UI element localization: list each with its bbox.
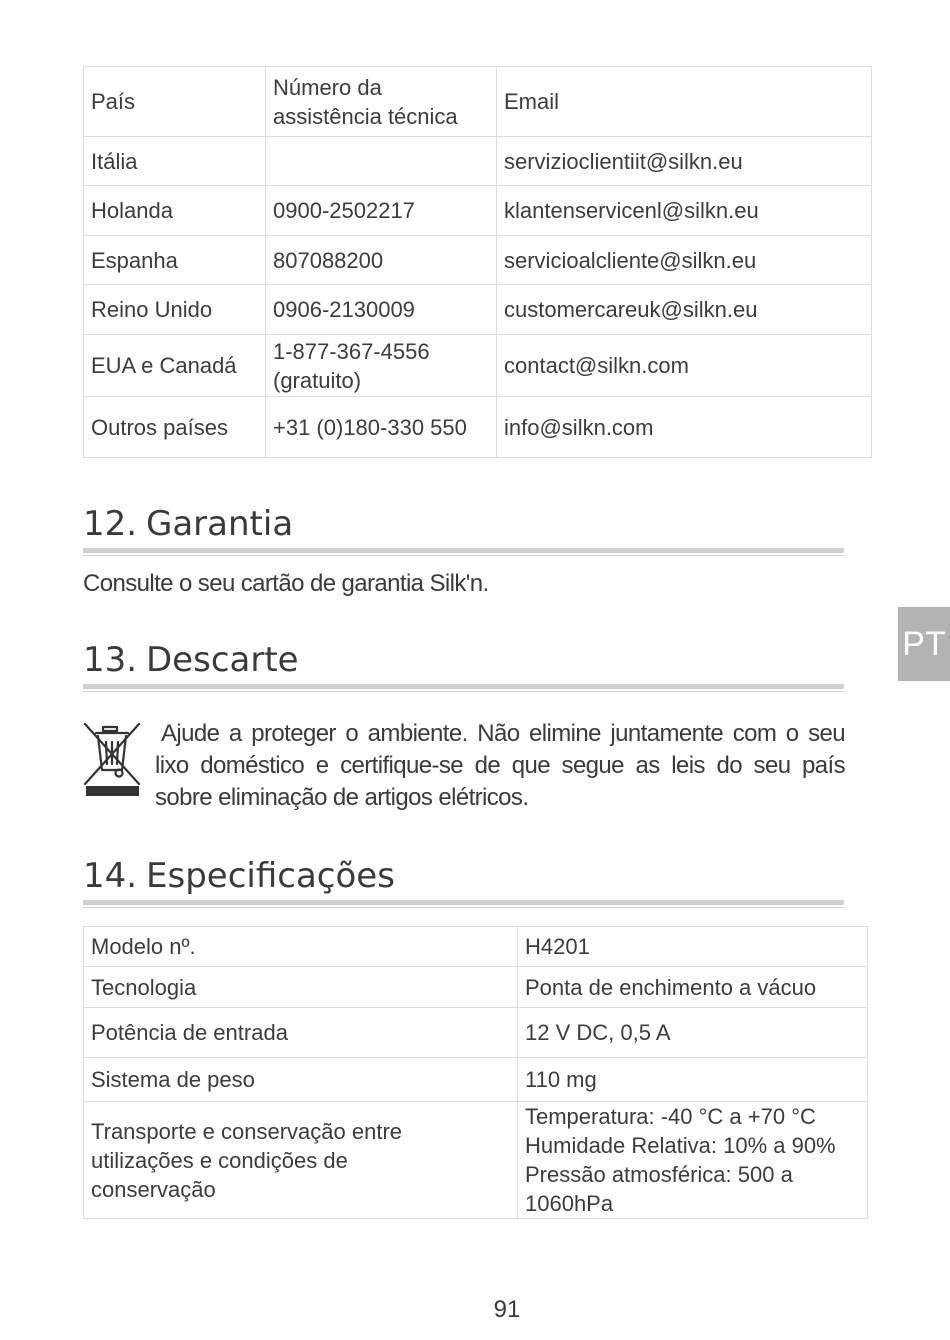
phone-cell: 0900-2502217 (266, 186, 497, 236)
table-row (84, 967, 868, 1008)
section-title: Descarte (146, 640, 299, 680)
section-number: 12. (83, 504, 138, 544)
specifications-table (83, 926, 868, 1219)
country-cell: EUA e Canadá (84, 335, 266, 397)
table-row (84, 927, 868, 967)
section-heading-descarte (83, 640, 299, 680)
country-cell: Outros países (84, 397, 266, 458)
country-cell: Espanha (84, 236, 266, 285)
section-heading-especificacoes (83, 856, 395, 896)
email-cell: customercareuk@silkn.eu (497, 285, 872, 335)
table-row (84, 1008, 868, 1058)
header-cell: País (84, 67, 266, 137)
language-tab: PT (898, 607, 950, 681)
table-row (84, 1058, 868, 1102)
country-cell: Reino Unido (84, 285, 266, 335)
spec-label-cell: Modelo nº. (84, 927, 518, 967)
section-number: 14. (83, 856, 138, 896)
spec-label-cell: Sistema de peso (84, 1058, 518, 1102)
spec-value-cell: Ponta de enchimento a vácuo (518, 967, 868, 1008)
email-cell: klantenservicenl@silkn.eu (497, 186, 872, 236)
spec-value-cell: 12 V DC, 0,5 A (518, 1008, 868, 1058)
phone-cell: +31 (0)180-330 550 (266, 397, 497, 458)
spec-value-cell: H4201 (518, 927, 868, 967)
section-rule (83, 548, 844, 557)
table-row (84, 335, 872, 397)
warranty-text: Consulte o seu cartão de garantia Silk'n. (83, 570, 489, 597)
table-row (84, 285, 872, 335)
section-rule (83, 900, 844, 909)
email-cell: contact@silkn.com (497, 335, 872, 397)
phone-cell (266, 137, 497, 186)
email-cell: servicioalcliente@silkn.eu (497, 236, 872, 285)
phone-cell: 0906-2130009 (266, 285, 497, 335)
disposal-text: Ajude a proteger o ambiente. Não elimine juntamente com o seu lixo doméstico e certifique-se de que segue as leis do seu país sobre eliminação de artigos elétricos. (155, 720, 845, 811)
section-title: Garantia (146, 504, 294, 544)
email-cell: info@silkn.com (497, 397, 872, 458)
table-row (84, 186, 872, 236)
spec-label-cell: Potência de entrada (84, 1008, 518, 1058)
country-cell: Holanda (84, 186, 266, 236)
section-heading-garantia (83, 504, 293, 544)
table-row (84, 397, 872, 458)
section-rule (83, 684, 844, 693)
crossed-out-wheelie-bin-icon (83, 722, 143, 800)
spec-label-cell: Tecnologia (84, 967, 518, 1008)
phone-cell: 1-877-367-4556 (gratuito) (266, 335, 497, 397)
email-cell: servizioclientiit@silkn.eu (497, 137, 872, 186)
table-header-row (84, 67, 872, 137)
spec-value-cell: Temperatura: -40 °C a +70 °C Humidade Relativa: 10% a 90% Pressão atmosférica: 500 a 1060hPa (518, 1102, 868, 1219)
service-contact-table (83, 66, 872, 458)
header-cell: Email (497, 67, 872, 137)
phone-cell: 807088200 (266, 236, 497, 285)
spec-label-cell: Transporte e conservação entre utilizações e condições de conservação (84, 1102, 518, 1219)
spec-value-cell: 110 mg (518, 1058, 868, 1102)
page-number: 91 (493, 1296, 521, 1323)
table-row (84, 137, 872, 186)
table-row (84, 1102, 868, 1219)
country-cell: Itália (84, 137, 266, 186)
section-title: Especificações (146, 856, 395, 896)
header-cell: Número da assistência técnica (266, 67, 497, 137)
section-number: 13. (83, 640, 138, 680)
table-row (84, 236, 872, 285)
